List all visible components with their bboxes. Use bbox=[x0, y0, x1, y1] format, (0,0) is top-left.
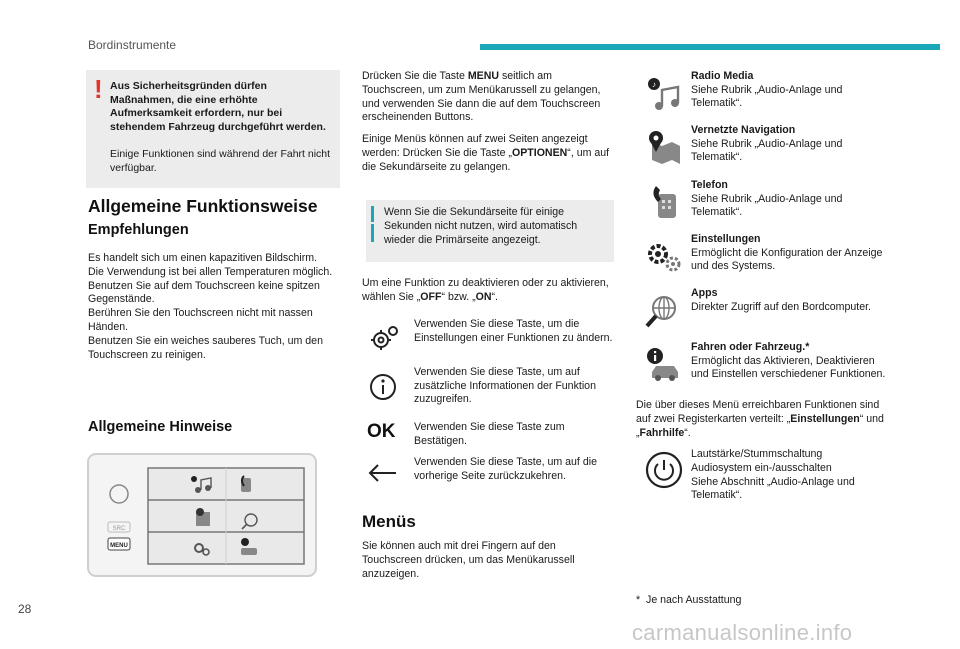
navigation-icon bbox=[644, 128, 684, 166]
warning-text: Einige Funktionen sind während der Fahrt nicht verfügbar. bbox=[110, 148, 331, 174]
menu-key-label: MENU bbox=[467, 70, 500, 82]
recommendations-text: Es handelt sich um einen kapazitiven Bildschirm. Die Verwendung ist bei allen Temperaturen möglich. Benutzen Sie auf dem Touchscreen keine spitzen Gegenstände. Berühren Sie den Touchscreen nicht mit nassen Händen. Benutzen Sie ein weiches sauberes Tuch, um den Touchscreen zu reinigen. bbox=[88, 252, 333, 361]
menu-driving-title: Fahren oder Fahrzeug. bbox=[691, 341, 806, 353]
menu-settings-text: Ermöglicht die Konfiguration der Anzeige und des Systems. bbox=[691, 246, 883, 273]
apps-icon bbox=[642, 294, 682, 330]
menu-driving bbox=[691, 341, 891, 382]
menu-navigation-title: Vernetzte Navigation bbox=[691, 124, 796, 136]
menu-settings bbox=[691, 233, 891, 274]
ok-icon: OK bbox=[367, 421, 396, 442]
main-title: Allgemeine Funktionsweise bbox=[88, 196, 318, 216]
menu-radio-text: Siehe Rubrik „Audio-Anlage und Telematik“. bbox=[691, 83, 843, 110]
menu-apps bbox=[691, 287, 891, 314]
menu-navigation bbox=[691, 124, 891, 165]
on-key-label: ON bbox=[475, 290, 492, 303]
options-key-label: OPTIONEN bbox=[511, 146, 568, 159]
tabs-text: Die über dieses Menü erreichbaren Funktionen sind auf zwei Registerkarten verteilt: „Einstellungen“ und „Fahrhilfe“. bbox=[636, 399, 884, 439]
settings-gear-icon bbox=[366, 322, 402, 354]
menu-radio bbox=[691, 70, 891, 111]
key-desc-info: Verwenden Sie diese Taste, um auf zusätzliche Informationen der Funktion zuzugreifen. bbox=[414, 366, 596, 406]
info-icon bbox=[368, 372, 398, 402]
svg-text:♪: ♪ bbox=[652, 80, 656, 89]
key-desc-settings: Verwenden Sie diese Taste, um die Einstellungen einer Funktionen zu ändern. bbox=[414, 318, 613, 344]
info-note: Wenn Sie die Sekundärseite für einige Sekunden nicht nutzen, wird automatisch wieder die Primärseite angezeigt. bbox=[384, 206, 578, 246]
power-volume-icon bbox=[644, 450, 684, 490]
page-number: 28 bbox=[18, 602, 32, 616]
deactivate-text: Um eine Funktion zu deaktivieren oder zu aktivieren, wählen Sie „OFF“ bzw. „ON“. bbox=[362, 277, 609, 303]
menu-intro: Drücken Sie die Taste MENU seitlich am Touchscreen, um zum Menükarussell zu gelangen, und verwenden Sie dann die auf dem Touchscreen erscheinenden Buttons. bbox=[362, 70, 601, 124]
header-rule bbox=[480, 44, 940, 50]
radio-media-icon bbox=[644, 76, 684, 112]
recommendations-title: Empfehlungen bbox=[88, 222, 189, 238]
footnote-mark: * bbox=[636, 594, 641, 606]
settings-icon bbox=[644, 240, 684, 274]
driving-vehicle-icon bbox=[644, 346, 684, 382]
general-title: Allgemeine Hinweise bbox=[88, 419, 233, 435]
back-arrow-icon bbox=[366, 460, 400, 486]
src-label: SRC bbox=[112, 526, 126, 532]
key-desc-ok: Verwenden Sie diese Taste zum Bestätigen. bbox=[414, 421, 565, 447]
footnote-text: Je nach Ausstattung bbox=[646, 594, 742, 606]
touchscreen-illustration bbox=[86, 452, 318, 578]
menu-apps-text: Direkter Zugriff auf den Bordcomputer. bbox=[691, 300, 871, 313]
pages-intro: Einige Menüs können auf zwei Seiten angezeigt werden: Drücken Sie die Taste „OPTIONEN“, um auf die Sekundärseite zu gelangen. bbox=[362, 133, 610, 173]
menu-label: MENU bbox=[110, 543, 128, 549]
menu-settings-title: Einstellungen bbox=[691, 233, 761, 245]
warning-mark: ! bbox=[94, 74, 103, 104]
menu-driving-asterisk: * bbox=[805, 341, 810, 353]
info-marker bbox=[371, 206, 374, 222]
mini-phone-icon bbox=[241, 476, 251, 492]
menu-phone-text: Siehe Rubrik „Audio-Anlage und Telematik“. bbox=[691, 192, 843, 219]
running-header: Bordinstrumente bbox=[88, 38, 177, 52]
menu-radio-title: Radio Media bbox=[691, 70, 754, 82]
volume-text: Lautstärke/Stummschaltung Audiosystem ein-/ausschalten Siehe Abschnitt „Audio-Anlage und Telematik“. bbox=[691, 448, 855, 502]
off-key-label: OFF bbox=[420, 290, 442, 303]
menu-phone bbox=[691, 179, 891, 220]
menu-driving-text: Ermöglicht das Aktivieren, Deaktivieren und Einstellen verschiedener Funktionen. bbox=[691, 354, 886, 381]
menus-title: Menüs bbox=[362, 512, 416, 531]
phone-icon bbox=[646, 182, 682, 220]
tab-driving-label: Fahrhilfe bbox=[639, 426, 685, 439]
menu-apps-title: Apps bbox=[691, 287, 718, 299]
menus-text: Sie können auch mit drei Fingern auf den Touchscreen drücken, um das Menükarussell anzuzeigen. bbox=[362, 540, 575, 580]
footnote bbox=[636, 594, 741, 606]
volume-knob bbox=[110, 485, 128, 503]
info-marker-dot bbox=[371, 224, 374, 242]
key-desc-back: Verwenden Sie diese Taste, um auf die vorherige Seite zurückzukehren. bbox=[414, 456, 597, 482]
watermark: carmanualsonline.info bbox=[632, 620, 853, 645]
warning-bold-text: Aus Sicherheitsgründen dürfen Maßnahmen, die eine erhöhte Aufmerksamkeit erfordern, nur bei stehendem Fahrzeug durchgeführt werden. bbox=[110, 80, 326, 133]
menu-phone-title: Telefon bbox=[691, 179, 728, 191]
tab-settings-label: Einstellungen bbox=[790, 412, 860, 425]
menu-navigation-text: Siehe Rubrik „Audio-Anlage und Telematik“. bbox=[691, 137, 843, 164]
